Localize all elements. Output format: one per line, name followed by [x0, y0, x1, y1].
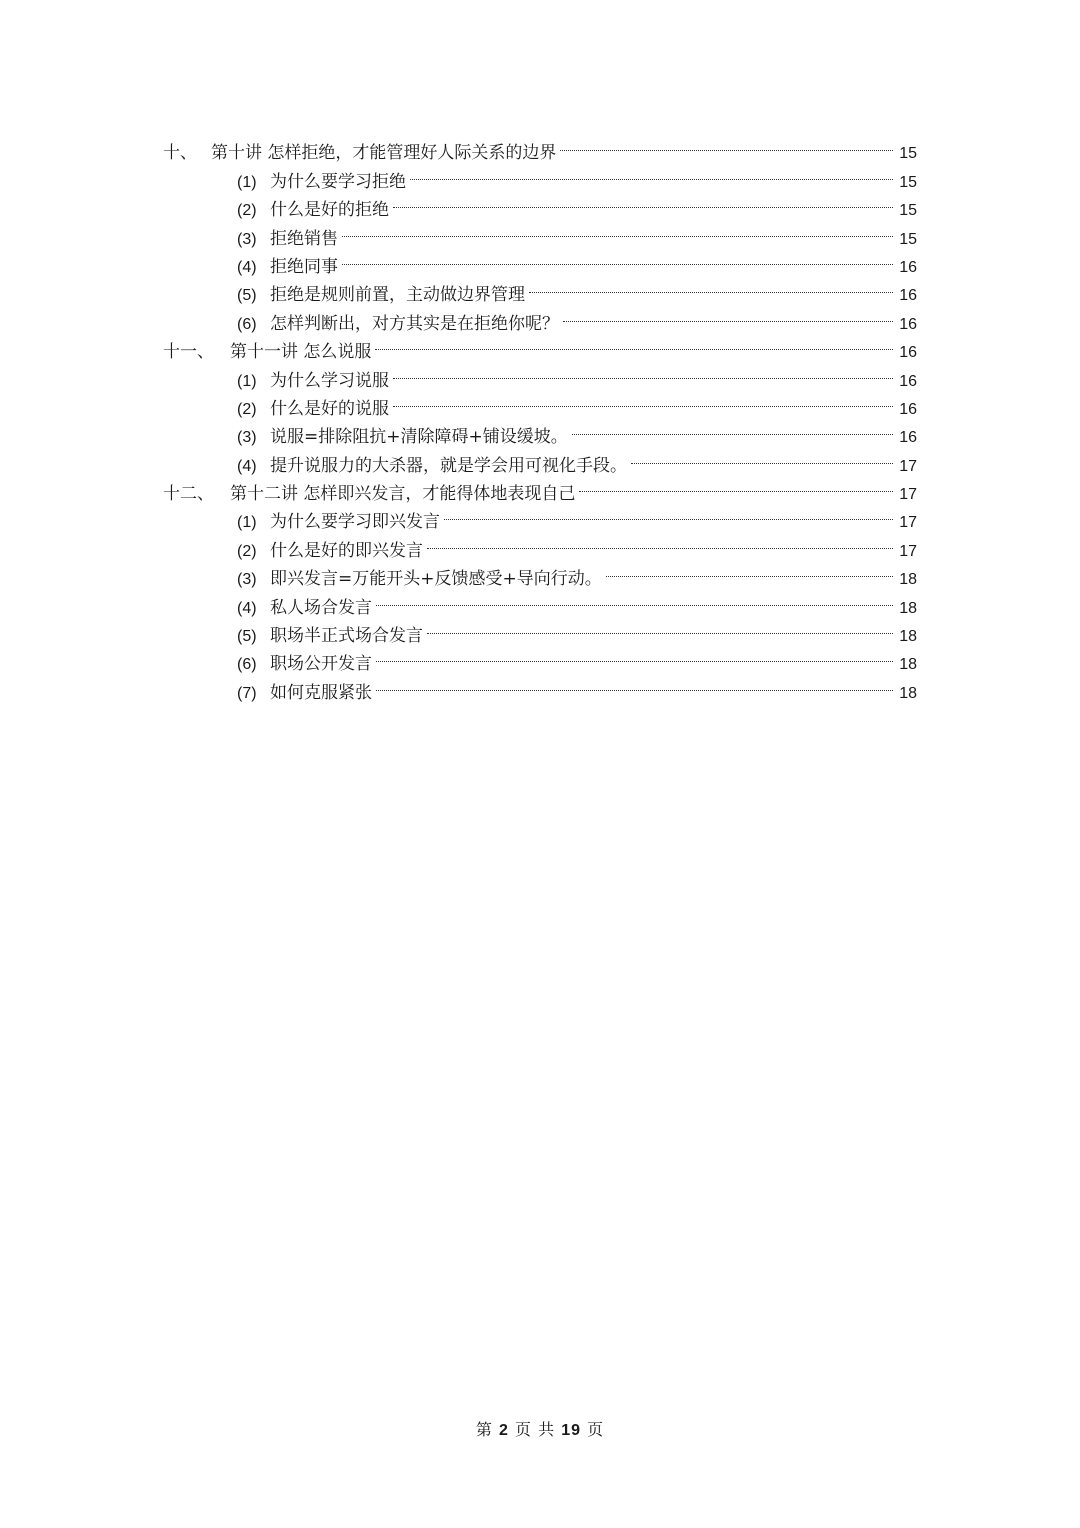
footer-middle: 页 共: [515, 1420, 556, 1439]
toc-item-title: 即兴发言=万能开头+反馈感受+导向行动。: [270, 569, 602, 590]
dot-leader: [529, 272, 893, 300]
current-page-number: 2: [499, 1422, 509, 1439]
toc-section-title: 第十二讲 怎样即兴发言，才能得体地表现自己: [230, 484, 576, 505]
toc-page-number: 18: [899, 684, 917, 702]
dot-leader: [375, 329, 893, 357]
page-footer: [0, 1417, 1080, 1440]
dot-leader: [427, 613, 893, 641]
footer-suffix: 页: [587, 1420, 605, 1439]
toc-section-title: 第十一讲 怎么说服: [230, 342, 372, 363]
dot-leader: [572, 414, 893, 442]
dot-leader: [393, 357, 893, 385]
toc-item-number: (5): [237, 287, 257, 305]
toc-item-number: (1): [237, 173, 257, 191]
toc-page-number: 15: [899, 202, 917, 220]
toc-item-title: 职场半正式场合发言: [270, 626, 423, 647]
dot-leader: [631, 442, 893, 470]
toc-item-title: 提升说服力的大杀器，就是学会用可视化手段。: [270, 455, 627, 476]
toc-page-number: 16: [899, 287, 917, 305]
dot-leader: [376, 669, 893, 697]
toc-page-number: 18: [899, 571, 917, 589]
toc-item-title: 怎样判断出，对方其实是在拒绝你呢？: [270, 313, 559, 334]
dot-leader: [342, 215, 893, 243]
toc-page-number: 16: [899, 372, 917, 390]
toc-item-number: (5): [237, 628, 257, 646]
toc-section-number: 十二、: [163, 484, 214, 505]
table-of-contents: [163, 130, 917, 703]
toc-item-number: (7): [237, 684, 257, 702]
dot-leader: [560, 130, 893, 158]
toc-item-number: (1): [237, 372, 257, 390]
toc-item-number: (2): [237, 400, 257, 418]
dot-leader: [342, 244, 893, 272]
toc-page-number: 18: [899, 656, 917, 674]
toc-item-number: (2): [237, 202, 257, 220]
toc-page-number: 16: [899, 344, 917, 362]
toc-section-number: 十一、: [163, 342, 214, 363]
total-page-count: 19: [561, 1422, 581, 1439]
toc-section-title: 第十讲 怎样拒绝，才能管理好人际关系的边界: [211, 143, 557, 164]
dot-leader: [393, 187, 893, 215]
toc-item-title: 拒绝是规则前置，主动做边界管理: [270, 285, 525, 306]
toc-item-title: 私人场合发言: [270, 597, 372, 618]
toc-page-number: 15: [899, 230, 917, 248]
toc-item-title: 如何克服紧张: [270, 682, 372, 703]
dot-leader: [410, 158, 893, 186]
toc-page-number: 16: [899, 258, 917, 276]
toc-page-number: 15: [899, 173, 917, 191]
dot-leader: [563, 300, 893, 328]
toc-page-number: 17: [899, 542, 917, 560]
toc-page-number: 16: [899, 315, 917, 333]
dot-leader: [579, 471, 893, 499]
dot-leader: [376, 641, 893, 669]
dot-leader: [606, 556, 893, 584]
toc-item-number: (6): [237, 656, 257, 674]
toc-item-number: (3): [237, 429, 257, 447]
toc-item-title: 什么是好的即兴发言: [270, 540, 423, 561]
toc-item-number: (1): [237, 514, 257, 532]
toc-page-number: 17: [899, 514, 917, 532]
toc-page-number: 17: [899, 457, 917, 475]
toc-item-number: (2): [237, 542, 257, 560]
toc-item-title: 说服=排除阻抗+清除障碍+铺设缓坡。: [270, 427, 568, 448]
toc-item-title: 什么是好的拒绝: [270, 200, 389, 221]
toc-page-number: 16: [899, 400, 917, 418]
toc-item-title: 为什么要学习拒绝: [270, 171, 406, 192]
toc-item-title: 为什么学习说服: [270, 370, 389, 391]
dot-leader: [427, 527, 893, 555]
toc-item-number: (4): [237, 258, 257, 276]
toc-item-title: 拒绝同事: [270, 256, 338, 277]
toc-page-number: 16: [899, 429, 917, 447]
dot-leader: [444, 499, 893, 527]
toc-item-title: 为什么要学习即兴发言: [270, 512, 440, 533]
toc-item-number: (3): [237, 230, 257, 248]
toc-page-number: 18: [899, 599, 917, 617]
toc-item-number: (6): [237, 315, 257, 333]
toc-page-number: 17: [899, 486, 917, 504]
toc-page-number: 18: [899, 628, 917, 646]
toc-item-number: (4): [237, 599, 257, 617]
toc-item-title: 什么是好的说服: [270, 398, 389, 419]
toc-item-number: (4): [237, 457, 257, 475]
toc-item-title: 拒绝销售: [270, 228, 338, 249]
toc-section[interactable]: [163, 130, 917, 164]
toc-item-title: 职场公开发言: [270, 654, 372, 675]
toc-page-number: 15: [899, 145, 917, 163]
dot-leader: [376, 584, 893, 612]
footer-prefix: 第: [475, 1420, 493, 1439]
dot-leader: [393, 386, 893, 414]
toc-item-number: (3): [237, 571, 257, 589]
toc-section-number: 十、: [163, 143, 197, 164]
